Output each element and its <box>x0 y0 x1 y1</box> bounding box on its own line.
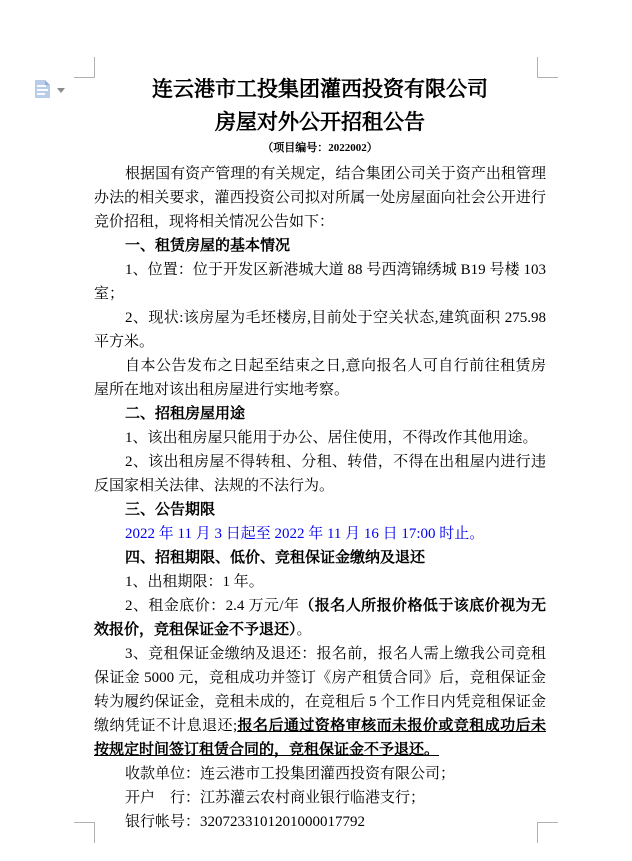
body-paragraph <box>94 642 546 762</box>
text-segment: 根据国有资产管理的有关规定，结合集团公司关于资产出租管理办法的相关要求，灌西投资公司拟对所属一处房屋面向社会公开进行竞价招租，现将相关情况公告如下： <box>94 166 546 230</box>
text-segment: 开户 行：江苏灌云农村商业银行临港支行； <box>125 790 426 806</box>
body-paragraph <box>94 258 546 306</box>
doc-line <box>37 93 45 95</box>
body-paragraph <box>94 522 546 546</box>
text-segment: 2022 年 11 月 3 日起至 2022 年 11 月 16 日 17:00 时止。 <box>125 526 485 542</box>
body-paragraph <box>94 570 546 594</box>
text-segment: 1、该出租房屋只能用于办公、居住使用，不得改作其他用途。 <box>125 430 538 446</box>
document-title: 连云港市工投集团灌西投资有限公司 <box>152 77 488 101</box>
text-segment: 2、该出租房屋不得转租、分租、转借，不得在出租屋内进行违反国家相关法律、法规的不法行为。 <box>94 454 546 494</box>
crop-mark-top-left <box>74 57 95 78</box>
section-heading <box>94 498 546 522</box>
paste-options-icon <box>35 80 50 98</box>
text-segment: 收款单位：连云港市工投集团灌西投资有限公司； <box>125 766 456 782</box>
body-paragraph <box>94 786 546 810</box>
document-subtitle: 房屋对外公开招租公告 <box>215 110 425 134</box>
body-paragraph <box>94 762 546 786</box>
body-paragraph <box>94 354 546 402</box>
text-segment: 自本公告发布之日起至结束之日,意向报名人可自行前往租赁房屋所在地对该出租房屋进行实地考察。 <box>94 358 546 398</box>
body-paragraph <box>94 594 546 642</box>
body-paragraph <box>94 306 546 354</box>
document-body <box>94 162 546 834</box>
section-heading <box>94 234 546 258</box>
text-segment: （报名人所报价格低于该底价视为无效报价，竞租保证金不予退还） <box>94 598 546 638</box>
text-segment: 1、位置：位于开发区新港城大道 88 号西湾锦绣城 B19 号楼 103 室； <box>94 262 546 302</box>
doc-line <box>37 89 48 91</box>
text-segment: 三、公告期限 <box>125 502 216 518</box>
text-segment: 2、现状:该房屋为毛坯楼房,目前处于空关状态,建筑面积 275.98 平方米。 <box>94 310 546 350</box>
body-paragraph <box>94 162 546 234</box>
text-segment: 二、招租房屋用途 <box>125 406 246 422</box>
text-segment: 银行帐号：3207233101201000017792 <box>125 814 366 830</box>
paste-options-button[interactable] <box>35 80 65 98</box>
body-paragraph <box>94 810 546 834</box>
body-paragraph <box>94 450 546 498</box>
project-number: （项目编号：2022002） <box>262 142 378 154</box>
text-segment: 报名后通过资格审核而未报价或竞租成功后未按规定时间签订租赁合同的，竞租保证金不予退还。 <box>94 718 546 758</box>
text-segment: 四、招租期限、低价、竞租保证金缴纳及退还 <box>125 550 426 566</box>
text-segment: 。 <box>296 622 312 638</box>
text-segment: 一、租赁房屋的基本情况 <box>125 238 291 254</box>
document-content <box>94 74 546 834</box>
text-segment: 2、租金底价：2.4 万元/年 <box>125 598 300 614</box>
chevron-down-icon <box>57 88 65 93</box>
text-segment: 1、出租期限：1 年。 <box>125 574 264 590</box>
crop-mark-bottom-left <box>74 822 95 843</box>
text-segment: 3、竞租保证金缴纳及退还：报名前，报名人需上缴我公司竞租保证金 5000 元，竞租成功并签订《房产租赁合同》后，竞租保证金转为履约保证金，竞租未成的，在竞租后 5 个工作日内凭竞租保证金缴纳凭证不计息退还; <box>94 646 546 734</box>
section-heading <box>94 402 546 426</box>
section-heading <box>94 546 546 570</box>
doc-line <box>37 85 46 87</box>
body-paragraph <box>94 426 546 450</box>
